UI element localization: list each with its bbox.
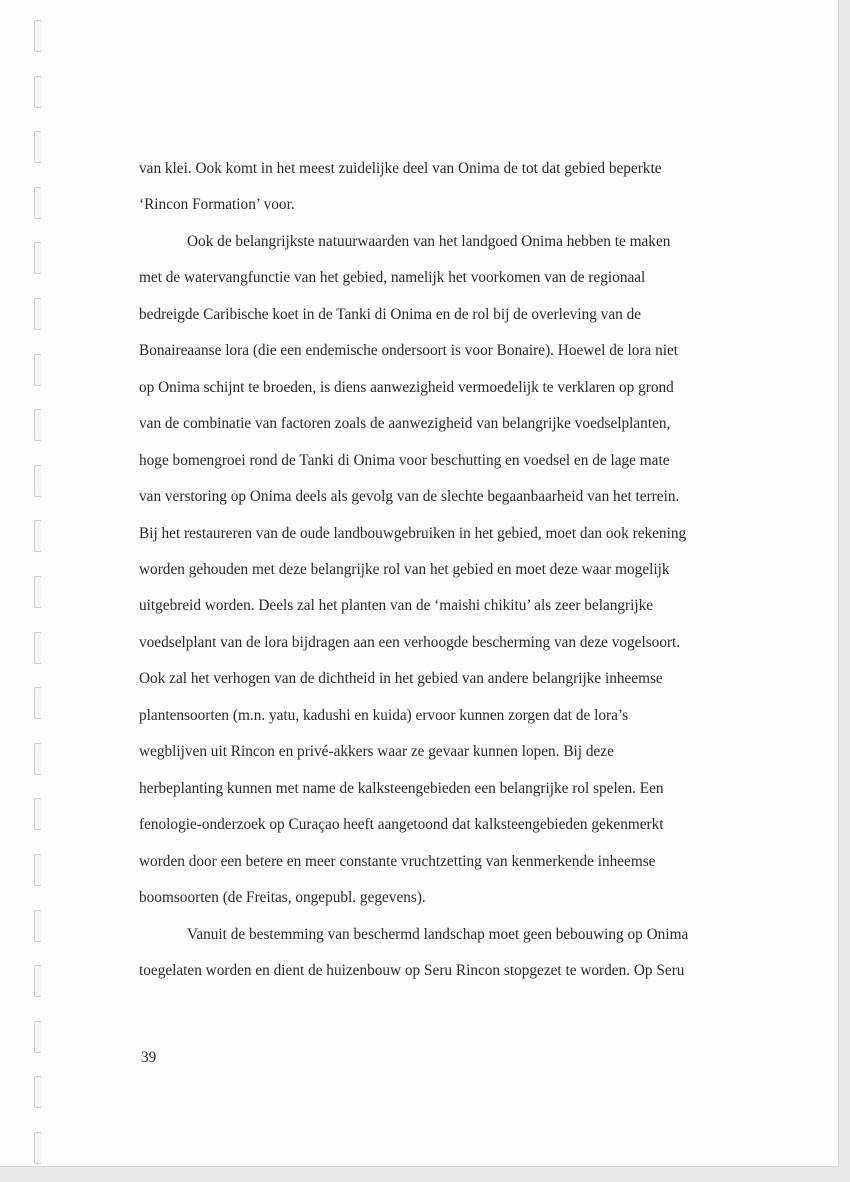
binding-hole: [34, 131, 41, 163]
binding-hole: [34, 798, 41, 830]
text-line: hoge bomengroei rond de Tanki di Onima voor beschutting en voedsel en de lage mate: [139, 451, 670, 469]
binding-hole: [34, 520, 41, 552]
binding-hole: [34, 409, 41, 441]
text-line: Bonaireaanse lora (die een endemische ondersoort is voor Bonaire). Hoewel de lora niet: [139, 342, 679, 360]
binding-hole: [34, 20, 41, 52]
text-line: Bij het restaureren van de oude landbouwgebruiken in het gebied, moet dan ook rekening: [139, 524, 687, 542]
paragraph: [139, 151, 719, 224]
text-line: van klei. Ook komt in het meest zuidelijke deel van Onima de tot dat gebied beperkte: [139, 160, 662, 177]
binding-hole: [34, 576, 41, 608]
binding-hole: [34, 242, 41, 274]
binding-hole: [34, 1076, 41, 1108]
text-line: van verstoring op Onima deels als gevolg van de slechte begaanbaarheid van het terrein.: [139, 488, 680, 506]
text-line: fenologie-onderzoek op Curaçao heeft aangetoond dat kalksteengebieden gekenmerkt: [139, 816, 664, 834]
binding-hole: [34, 465, 41, 497]
text-line: wegblijven uit Rincon en privé-akkers waar ze gevaar kunnen lopen. Bij deze: [139, 743, 614, 761]
text-line: uitgebreid worden. Deels zal het planten van de ‘maishi chikitu’ als zeer belangrijke: [139, 597, 654, 615]
binding-hole: [34, 187, 41, 219]
text-line: Vanuit de bestemming van beschermd landschap moet geen bebouwing op Onima: [187, 925, 689, 943]
binding-hole: [34, 298, 41, 330]
paragraph: [139, 917, 719, 990]
text-line: worden door een betere en meer constante vruchtzetting van kenmerkende inheemse: [139, 852, 656, 870]
page-number: 39: [141, 1049, 157, 1066]
binding-hole: [34, 76, 41, 108]
binding-hole: [34, 354, 41, 386]
binding-hole: [34, 632, 41, 664]
body-text: [139, 151, 719, 989]
text-line: herbeplanting kunnen met name de kalksteengebieden een belangrijke rol spelen. Een: [139, 779, 664, 797]
binding-hole: [34, 910, 41, 942]
text-line: met de watervangfunctie van het gebied, namelijk het voorkomen van de regionaal: [139, 269, 646, 287]
text-line: ‘Rincon Formation’ voor.: [139, 196, 295, 214]
text-line: op Onima schijnt te broeden, is diens aanwezigheid vermoedelijk te verklaren op grond: [139, 378, 674, 396]
binding-hole: [34, 1132, 41, 1164]
binding-hole: [34, 743, 41, 775]
text-line: Ook de belangrijkste natuurwaarden van het landgoed Onima hebben te maken: [187, 232, 671, 250]
paragraph: [139, 224, 719, 917]
text-line: boomsoorten (de Freitas, ongepubl. gegevens).: [139, 889, 426, 907]
text-line: worden gehouden met deze belangrijke rol van het gebied en moet deze waar mogelijk: [139, 560, 670, 578]
binding-hole: [34, 687, 41, 719]
text-line: toegelaten worden en dient de huizenbouw op Seru Rincon stopgezet te worden. Op Seru: [139, 961, 685, 979]
binding-hole: [34, 1021, 41, 1053]
binding-hole: [34, 854, 41, 886]
text-line: van de combinatie van factoren zoals de aanwezigheid van belangrijke voedselplanten,: [139, 415, 671, 433]
text-line: voedselplant van de lora bijdragen aan een verhoogde bescherming van deze vogelsoort.: [139, 633, 681, 651]
binding-hole: [34, 965, 41, 997]
text-line: plantensoorten (m.n. yatu, kadushi en kuida) ervoor kunnen zorgen dat de lora’s: [139, 706, 629, 724]
text-line: Ook zal het verhogen van de dichtheid in het gebied van andere belangrijke inheemse: [139, 670, 663, 688]
text-line: bedreigde Caribische koet in de Tanki di Onima en de rol bij de overleving van de: [139, 305, 642, 323]
